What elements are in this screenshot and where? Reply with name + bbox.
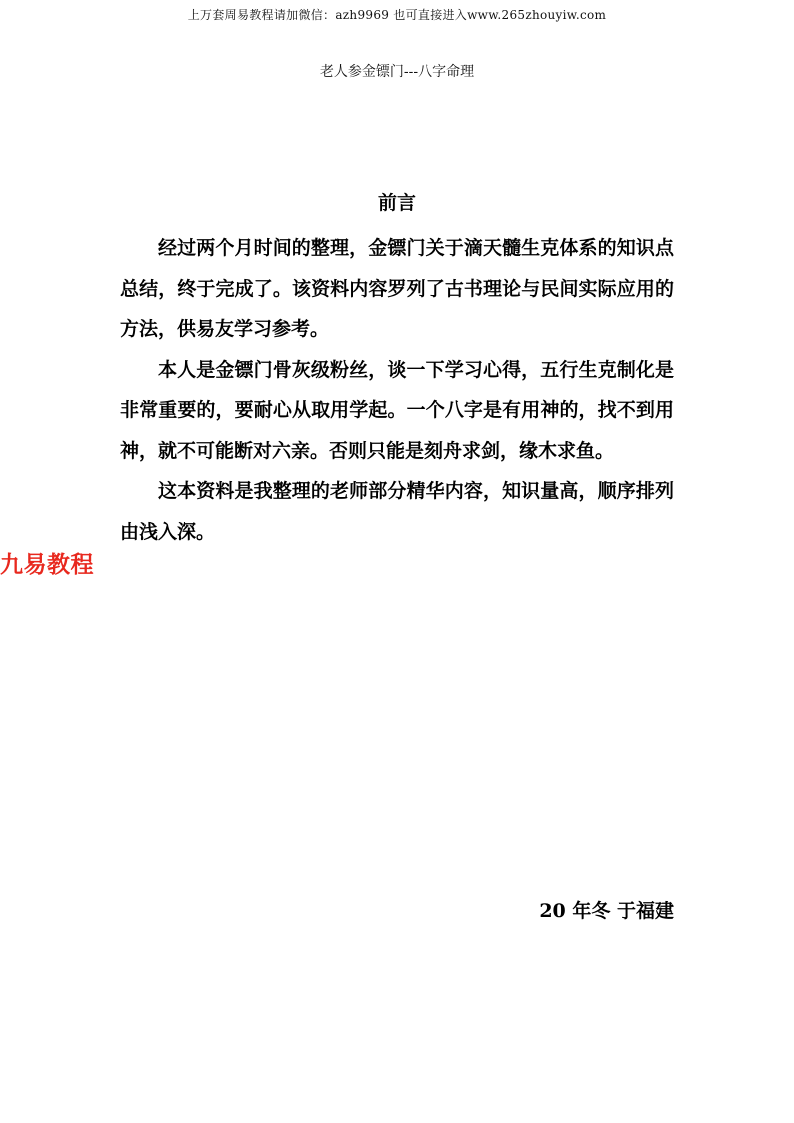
section-heading: 前言 [377,192,416,214]
paragraph-2: 本人是金镖门骨灰级粉丝，谈一下学习心得，五行生克制化是非常重要的，要耐心从取用学起。一个八字是有用神的，找不到用神，就不可能断对六亲。否则只能是刻舟求剑，缘木求鱼。 [120,358,674,462]
page-header-notice: 上万套周易教程请加微信：azh9969 也可直接进入www.265zhouyiw.com [187,8,607,22]
paragraph-3: 这本资料是我整理的老师部分精华内容，知识量高，顺序排列由浅入深。 [120,480,674,543]
paragraph-1: 经过两个月时间的整理，金镖门关于滴天髓生克体系的知识点总结，终于完成了。该资料内容罗列了古书理论与民间实际应用的方法，供易友学习参考。 [120,237,674,340]
body-text [120,228,674,552]
watermark-logo: 九易教程 [0,552,94,578]
document-title: 老人参金镖门---八字命理 [319,64,475,80]
signature: 20 年冬 于福建 [539,900,674,922]
